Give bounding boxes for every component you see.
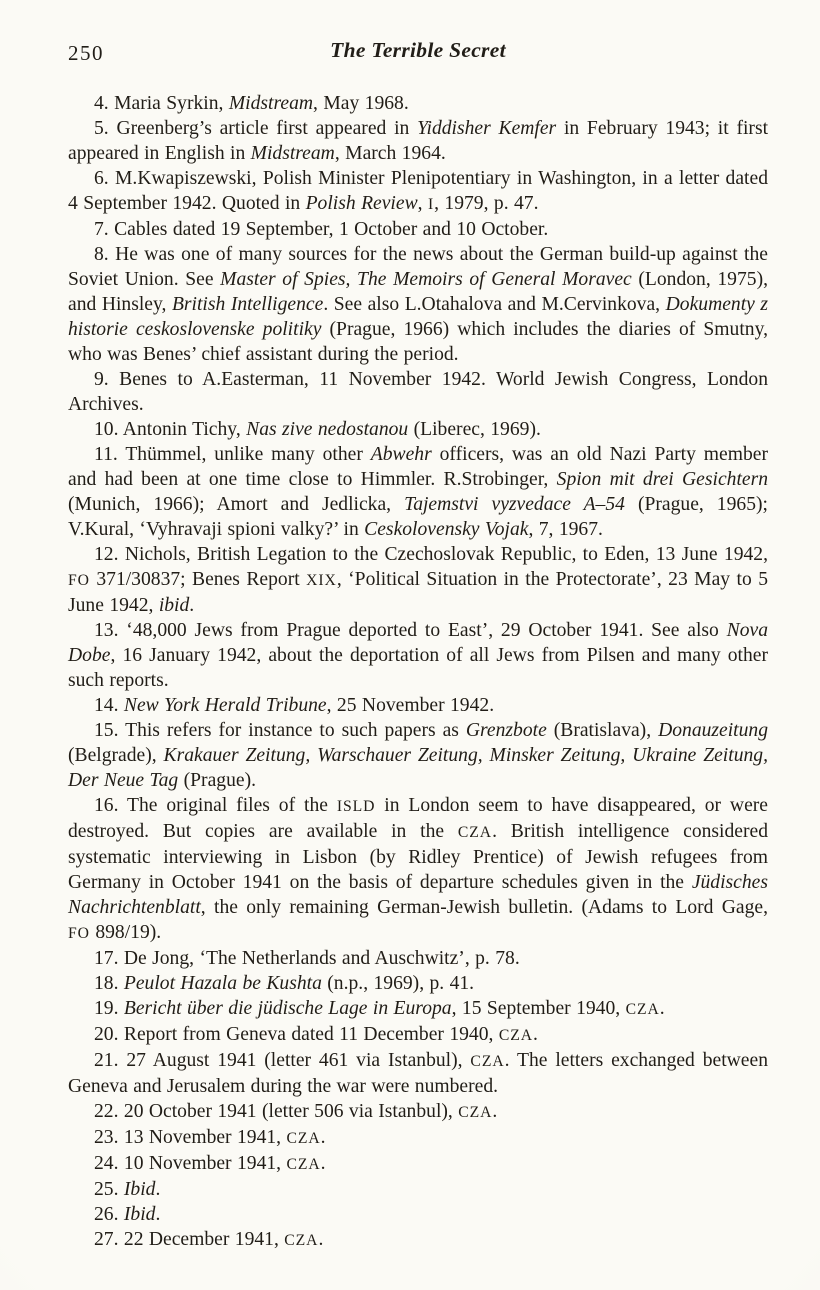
endnote (68, 793, 768, 946)
text-run: 19. (94, 998, 124, 1019)
small-caps-run: CZA (470, 1053, 505, 1070)
text-run: , May 1968. (313, 93, 409, 114)
text-run: , March 1964. (334, 143, 446, 164)
text-run: (Munich, 1966); Amort and Jedlicka, (68, 494, 405, 515)
italic-text-run: Nas zive nedostanou (246, 419, 409, 440)
small-caps-run: I (427, 196, 435, 213)
text-run: , ‘Political Situation in the Protectorate’, 23 May to 5 June 1942, (68, 569, 768, 616)
text-run: 8. He was one of many sources for the news about the German build-up against the Soviet Union. See (68, 244, 768, 290)
endnote (68, 1202, 768, 1227)
endnote (68, 367, 768, 417)
text-run: . (318, 1229, 324, 1250)
text-run: 10. Antonin Tichy, (94, 419, 247, 440)
endnote (68, 166, 768, 217)
text-run: (Liberec, 1969). (408, 419, 541, 440)
italic-text-run: Peulot Hazala be Kushta (123, 973, 322, 994)
italic-text-run: Krakauer Zeitung, Warschauer Zeitung, Minsker Zeitung, Ukraine Zeitung, Der Neue Tag (68, 745, 768, 791)
endnote (68, 1022, 768, 1048)
endnote (68, 1177, 768, 1202)
endnote (68, 718, 768, 793)
text-run: 14. (94, 695, 124, 716)
text-run: 15. This refers for instance to such papers as (94, 720, 466, 741)
italic-text-run: Polish Review (305, 193, 418, 214)
text-run: 6. M.Kwapiszewski, Polish Minister Plenipotentiary in Washington, in a letter dated 4 September 1942. Quoted in (68, 168, 768, 214)
text-run: 18. (94, 973, 124, 994)
text-run: 24. 10 November 1941, (94, 1153, 287, 1174)
text-run: , 15 September 1940, (451, 998, 626, 1019)
endnote (68, 1227, 768, 1253)
text-run: . (532, 1024, 538, 1045)
endnote (68, 971, 768, 996)
text-run: (Prague, 1965); V.Kural, ‘Vyhravaji spioni valky?’ in (68, 494, 768, 540)
text-run: (Bratislava), (546, 720, 659, 741)
italic-text-run: Dokumenty z historie ceskoslovenske politiky (68, 294, 769, 340)
text-run: 5. Greenberg’s article first appeared in (94, 118, 418, 139)
italic-text-run: Tajemstvi vyzvedace A–54 (404, 494, 625, 515)
endnote (68, 1048, 768, 1099)
endnotes-list (68, 91, 768, 1253)
text-run: . British intelligence considered systematic interviewing in Lisbon (by Ridley Prentice) of Jewish refugees from Germany in October 1941 on the basis of departure schedules given in the (68, 821, 768, 893)
endnote (68, 1125, 768, 1151)
text-run: 898/19). (89, 922, 162, 943)
text-run: (n.p., 1969), p. 41. (321, 973, 475, 994)
italic-text-run: Midstream (250, 143, 335, 164)
italic-text-run: ibid (158, 595, 190, 616)
text-run: . (155, 1179, 161, 1200)
text-run: 25. (94, 1179, 124, 1200)
text-run: , 7, 1967. (528, 519, 603, 540)
endnote (68, 91, 768, 116)
text-run: 27. 22 December 1941, (94, 1229, 285, 1250)
small-caps-run: ISLD (336, 798, 376, 815)
text-run: . (492, 1101, 498, 1122)
small-caps-run: XIX (306, 572, 337, 589)
text-run: 12. Nichols, British Legation to the Czechoslovak Republic, to Eden, 13 June 1942, (94, 544, 768, 565)
italic-text-run: Ibid (123, 1204, 156, 1225)
running-title: The Terrible Secret (330, 38, 506, 62)
text-run: 26. (94, 1204, 124, 1225)
text-run: . (320, 1153, 326, 1174)
endnote (68, 242, 768, 367)
small-caps-run: CZA (286, 1130, 321, 1147)
text-run: 16. The original files of the (94, 795, 337, 816)
small-caps-run: CZA (625, 1001, 660, 1018)
text-run: . (320, 1127, 326, 1148)
small-caps-run: CZA (457, 824, 493, 841)
text-run: . See also L.Otahalova and M.Cervinkova, (323, 294, 666, 315)
text-run: , the only remaining German-Jewish bulletin. (Adams to Lord Gage, (200, 897, 768, 918)
italic-text-run: Ibid (123, 1179, 156, 1200)
endnote (68, 618, 768, 693)
italic-text-run: Yiddisher Kemfer (417, 118, 557, 139)
italic-text-run: Donauzeitung (658, 720, 769, 741)
text-run: . (659, 998, 665, 1019)
text-run: . (189, 595, 195, 616)
small-caps-run: CZA (286, 1156, 321, 1173)
page-header (68, 38, 768, 68)
small-caps-run: CZA (284, 1232, 319, 1249)
text-run: 371/30837; Benes Report (89, 569, 307, 590)
text-run: , 16 January 1942, about the deportation of all Jews from Pilsen and many other such reports. (68, 645, 768, 691)
text-run: in February 1943; it first appeared in English in (68, 118, 769, 164)
endnote (68, 442, 768, 542)
page-number: 250 (68, 41, 104, 65)
text-run: 22. 20 October 1941 (letter 506 via Istanbul), (94, 1101, 459, 1122)
endnote (68, 116, 768, 166)
text-run: 11. Thümmel, unlike many other (94, 444, 371, 465)
endnote (68, 417, 768, 442)
text-run: 20. Report from Geneva dated 11 December 1940, (94, 1024, 499, 1045)
text-run: 23. 13 November 1941, (94, 1127, 287, 1148)
small-caps-run: FO (68, 572, 90, 589)
text-run: 4. Maria Syrkin, (94, 93, 229, 114)
endnote (68, 996, 768, 1022)
small-caps-run: CZA (498, 1027, 533, 1044)
text-run: 13. ‘48,000 Jews from Prague deported to East’, 29 October 1941. See also (94, 620, 727, 641)
text-run: 9. Benes to A.Easterman, 11 November 1942. World Jewish Congress, London Archives. (68, 369, 768, 415)
text-run: in London seem to have disappeared, or were destroyed. But copies are available in the (68, 795, 768, 842)
endnote (68, 217, 768, 242)
text-run: , 25 November 1942. (326, 695, 495, 716)
text-run: . The letters exchanged between Geneva and Jerusalem during the war were numbered. (68, 1050, 769, 1097)
italic-text-run: Bericht über die jüdische Lage in Europa (123, 998, 452, 1019)
italic-text-run: New York Herald Tribune (123, 695, 327, 716)
text-run: (Prague, 1966) which includes the diaries of Smutny, who was Benes’ chief assistant during the period. (68, 319, 768, 365)
endnote (68, 946, 768, 971)
endnote (68, 693, 768, 718)
italic-text-run: Abwehr (370, 444, 432, 465)
italic-text-run: Ceskolovensky Vojak (364, 519, 529, 540)
italic-text-run: Master of Spies, The Memoirs of General Moravec (220, 269, 632, 290)
endnote (68, 1151, 768, 1177)
text-run: . (155, 1204, 161, 1225)
text-run: (London, 1975), and Hinsley, (68, 269, 768, 315)
italic-text-run: Grenzbote (465, 720, 547, 741)
text-run: (Prague). (178, 770, 256, 791)
endnote (68, 542, 768, 618)
italic-text-run: Midstream (228, 93, 314, 114)
text-run: , 1979, p. 47. (434, 193, 539, 214)
text-run: 21. 27 August 1941 (letter 461 via Istanbul), (94, 1050, 471, 1071)
text-run: 17. De Jong, ‘The Netherlands and Auschwitz’, p. 78. (94, 948, 520, 969)
text-run: , (417, 193, 428, 214)
text-run: officers, was an old Nazi Party member and had been at one time close to Himmler. R.Strobinger, (68, 444, 768, 490)
text-run: (Belgrade), (68, 745, 164, 766)
italic-text-run: Jüdisches Nachrichtenblatt (68, 872, 768, 918)
italic-text-run: British Intelligence (171, 294, 324, 315)
small-caps-run: FO (68, 925, 90, 942)
text-run: 7. Cables dated 19 September, 1 October and 10 October. (94, 219, 549, 240)
italic-text-run: Spion mit drei Gesichtern (556, 469, 769, 490)
small-caps-run: CZA (458, 1104, 493, 1121)
italic-text-run: Nova Dobe (68, 620, 768, 666)
endnote (68, 1099, 768, 1125)
